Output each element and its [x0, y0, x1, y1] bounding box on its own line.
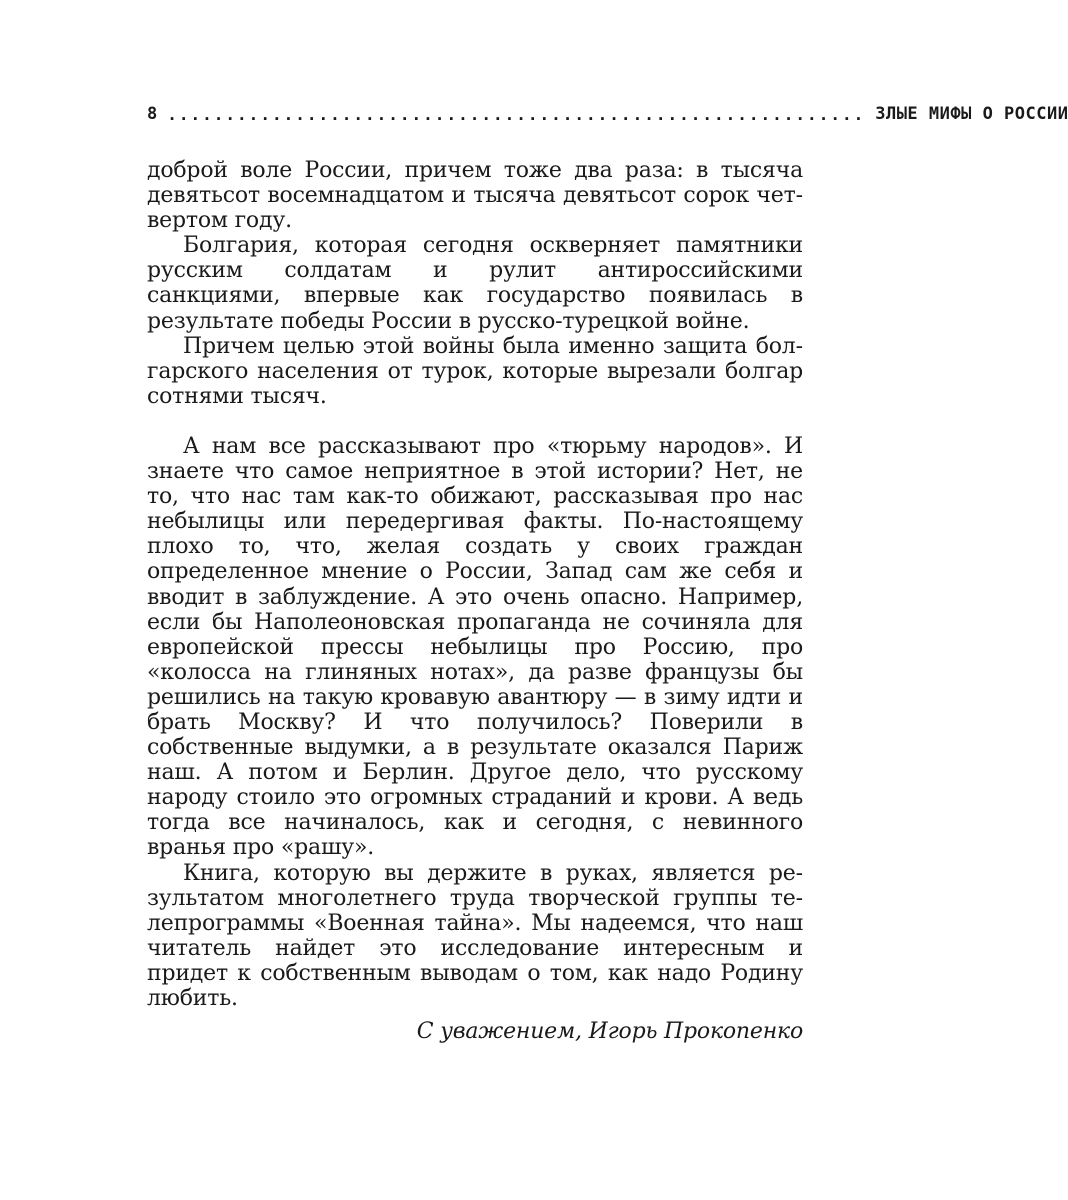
book-page — [147, 100, 1068, 1050]
paragraph: доброй воле России, причем тоже два раза: в тысяча девятьсот восемнадцатом и тысяча девятьсот сорок четвертом году. — [147, 158, 803, 234]
dot-leader: ............................................................ — [167, 104, 866, 124]
signature: С уважением, Игорь Прокопенко — [416, 1019, 803, 1045]
paragraph: А нам все рассказывают про «тюрьму народов». И знаете что самое неприятное в этой истории? Нет, не то, что нас там как-то обижают, рассказывая про нас небылицы или передергивая факты. По-настоящему плохо то, что, желая создать у своих граждан определенное мнение о России, Запад сам же себя и вводит в заблуждение. А это очень опасно. Например, если бы Наполеоновская пропаганда не сочиняла для европейской прессы небылицы про Россию, про «колосса на глиняных нотах», да разве французы бы решились на такую кровавую авантюру — в зиму идти и брать Москву? И что получилось? Поверили в собственные выдумки, а в результате оказался Париж наш. А потом и Берлин. Другое дело, что русскому народу стоило это огромных страданий и крови. А ведь тогда все начиналось, как и сегодня, с невинного вранья про «рашу». — [147, 433, 803, 861]
paragraph: Болгария, которая сегодня оскверняет памятники русским солдатам и рулит антироссийскими санкциями, впервые как государство появилась в результате победы России в русско-турецкой войне. — [147, 233, 803, 334]
running-head — [147, 100, 1068, 128]
paragraph: Книга, которую вы держите в руках, является результатом многолетнего труда творческой группы телепрограммы «Военная тайна». Мы надеемся, что наш читатель найдет это исследование интересным и придет к собственным выводам о том, как надо Родину любить. — [147, 860, 803, 1011]
running-title: ЗЛЫЕ МИФЫ О РОССИИ — [875, 104, 1068, 124]
body-text — [147, 158, 803, 1011]
page-number: 8 — [147, 104, 158, 124]
paragraph: Причем целью этой войны была именно защита болгарского населения от турок, которые вырезали болгар сотнями тысяч. — [147, 333, 803, 409]
